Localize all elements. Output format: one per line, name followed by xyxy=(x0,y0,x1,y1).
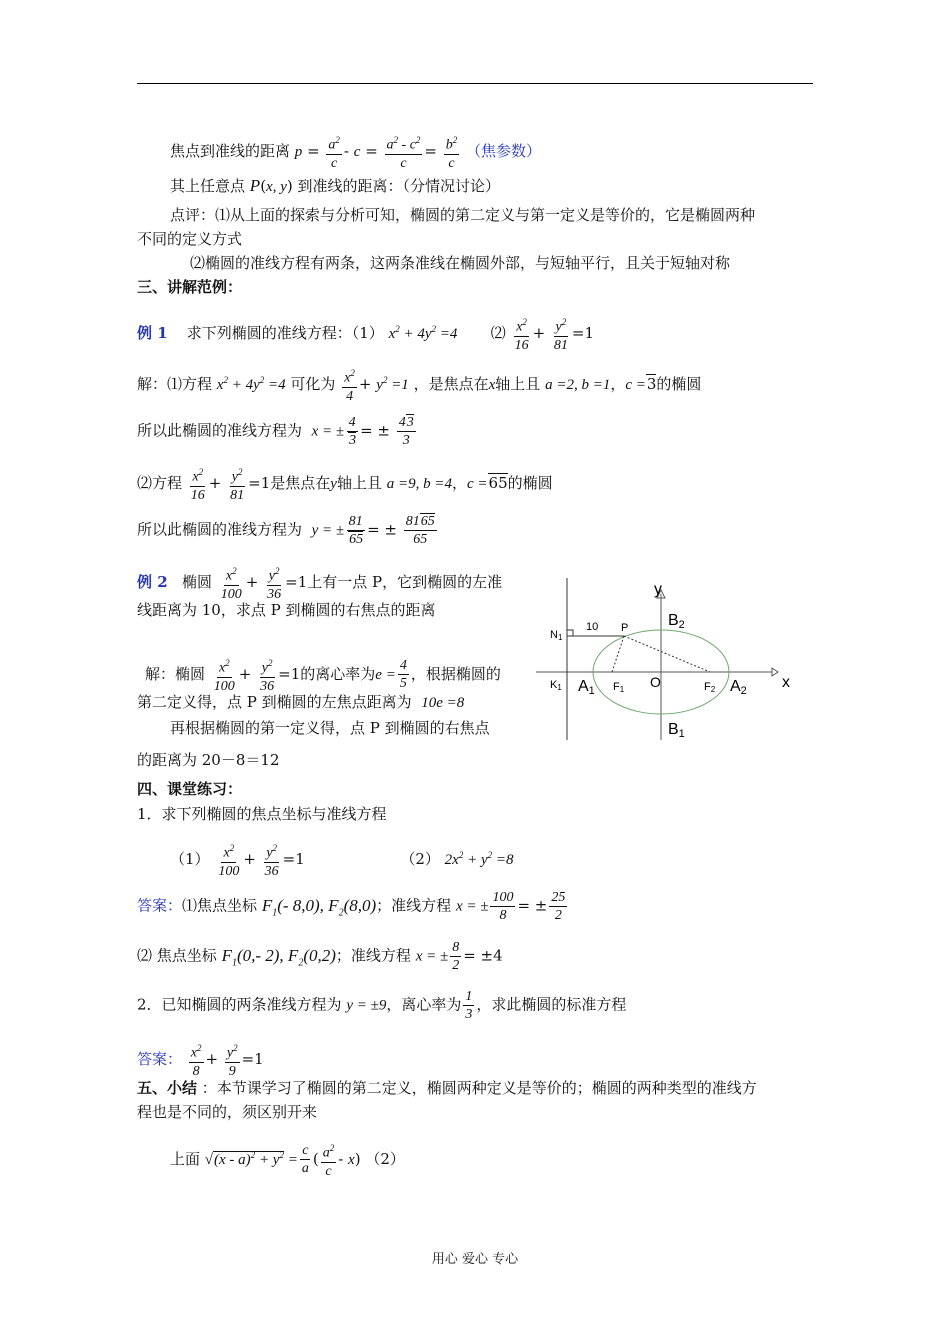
text: 椭圆 xyxy=(181,572,212,591)
text: 焦点到准线的距离 xyxy=(170,141,291,160)
text: 所以此椭圆的准线方程为 xyxy=(137,421,303,440)
example-2-cont: 线距离为 10，求点 P 到椭圆的右焦点的距离 xyxy=(137,601,436,619)
text: ，是焦点在 xyxy=(413,374,489,393)
example-2: 例 2 椭圆 $\frac{x^2}{100}$ + $\frac{y^2}{36}$ =1上有一点 P，它到椭圆的左准 xyxy=(137,563,502,603)
y-label: y xyxy=(654,581,662,598)
text: 2．已知椭圆的两条准线方程为 xyxy=(137,995,342,1014)
b2-label: B2 xyxy=(668,612,685,631)
solution-ex2: 解：椭圆 $\frac{x^2}{100}$ + $\frac{y^2}{36}$ =1的离心率为e = $\frac{4}{5}$ ，根据椭圆的 xyxy=(145,655,501,695)
summary xyxy=(137,1078,757,1098)
a1-label: A1 xyxy=(578,678,595,697)
text: （1） xyxy=(170,849,210,868)
text: 上面 xyxy=(170,1149,201,1168)
practice-2: 2．已知椭圆的两条准线方程为 y = ±9，离心率为 $\frac{1}{3}$ ，求此椭圆的标准方程 xyxy=(137,989,627,1022)
text: ⑴焦点坐标 xyxy=(182,896,258,915)
text: 的椭圆 xyxy=(656,374,702,393)
section-3-heading: 三、讲解范例： xyxy=(137,278,243,296)
text: ，求此椭圆的标准方程 xyxy=(476,995,627,1014)
solution-ex2-2: 第二定义得，点 P 到椭圆的左焦点距离为 10e =8 xyxy=(137,693,465,711)
text: 可化为 xyxy=(290,374,336,393)
a2-label: A2 xyxy=(730,678,747,697)
text: ；准线方程 xyxy=(376,896,452,915)
answer-label: 答案： xyxy=(137,1049,183,1068)
example-2-label: 例 2 xyxy=(137,572,168,591)
distance-10-label: 10 xyxy=(586,621,599,633)
p-label: P xyxy=(621,622,629,634)
focal-param-line: 焦点到准线的距离 p = $\frac{a^2}{c}$ - c = $\frac{a^2 - c^2}{c}$ = $\frac{b^2}{c}$ （焦参数） xyxy=(170,132,541,172)
pf2-line xyxy=(624,636,710,672)
text: 上有一点 P，它到椭圆的左准 xyxy=(307,572,503,591)
comment-line-2: 不同的定义方式 xyxy=(137,230,243,248)
text: ⑵方程 xyxy=(137,473,183,492)
k1-label: K1 xyxy=(550,679,562,692)
x-label: x xyxy=(782,674,790,691)
comment-line-3: ⑵椭圆的准线方程有两条，这两条准线在椭圆外部，与短轴平行，且关于短轴对称 xyxy=(190,254,731,272)
text: 所以此椭圆的准线方程为 xyxy=(137,520,303,539)
summary-2: 程也是不同的，须区别开来 xyxy=(137,1103,318,1121)
f1-label: F1 xyxy=(613,681,625,694)
text: ；准线方程 xyxy=(335,946,411,965)
text: 解：⑴方程 xyxy=(137,374,213,393)
n1-label: N1 xyxy=(550,629,563,642)
section-5-heading: 五、小结 xyxy=(137,1079,198,1097)
practice-1: 1．求下列椭圆的焦点坐标与准线方程 xyxy=(137,805,387,823)
text: （2） xyxy=(365,1149,405,1168)
text: 轴上且 xyxy=(336,473,382,492)
text: 到准线的距离：（分情况讨论） xyxy=(297,177,501,195)
answer-2: ⑵ 焦点坐标 $F_1(0,-$ 2), $F_2(0,2)$；准线方程 x = ± $\frac{8}{2}$ = ±4 xyxy=(137,940,503,973)
practice-1-items: （1） $\frac{x^2}{100}$ + $\frac{y^2}{36}$ =1 （2） $2x^2 + y^2 =8$ xyxy=(170,840,514,880)
example-1: 例 1 求下列椭圆的准线方程：（1） $x^2 + 4y^2 =4$ ⑵ $\frac{x^2}{16}$ + $\frac{y^2}{81}$ =1 xyxy=(137,314,594,354)
text: 解：椭圆 xyxy=(145,664,206,683)
text: 第二定义得，点 P 到椭圆的左焦点距离为 xyxy=(137,693,412,711)
example-1-label: 例 1 xyxy=(137,323,168,342)
directrix-2: 所以此椭圆的准线方程为 y = ± $\frac{81}{65}$ = ± $\frac{8165}{65}$ xyxy=(137,514,435,547)
section-4-heading: 四、课堂练习： xyxy=(137,780,243,798)
text: 是焦点在 xyxy=(270,473,331,492)
solution-1: 解：⑴方程 $x^2 + 4y^2 =4$ 可化为 $\frac{x^2}{4}$ + $y^2 =1$ ，是焦点在x轴上且 a =2, b =1，c =3的椭圆 xyxy=(137,365,701,405)
text: 的椭圆 xyxy=(507,473,553,492)
ellipse-figure xyxy=(536,570,812,742)
text: ，根据椭圆的 xyxy=(410,664,501,683)
directrix-1: 所以此椭圆的准线方程为 x = ± $\frac{4}{3}$ = ± $\frac{43}{3}$ xyxy=(137,415,414,448)
solution-ex2-3: 再根据椭圆的第一定义得，点 P 到椭圆的右焦点 xyxy=(170,719,490,737)
answer-1: 答案：⑴焦点坐标 $F_1(-$ 8,0), $F_2(8,0)$；准线方程 x = ± $\frac{100}{8}$ = ± $\frac{25}{2}$ xyxy=(137,890,566,923)
answer-label: 答案： xyxy=(137,896,183,915)
origin-label: O xyxy=(650,674,661,690)
focal-param-tag: （焦参数） xyxy=(466,141,542,160)
text: 的离心率为 xyxy=(300,664,376,683)
text: 轴上且 xyxy=(495,374,541,393)
comment-line: 点评：⑴从上面的探索与分析可知，椭圆的第二定义与第一定义是等价的，它是椭圆两种 xyxy=(170,206,756,224)
solution-2: ⑵方程 $\frac{x^2}{16}$ + $\frac{y^2}{81}$ =1是焦点在y轴上且 a =9, b =4，c =65的椭圆 xyxy=(137,464,553,504)
page-footer: 用心 爱心 专心 xyxy=(431,1252,519,1267)
text: ：本节课学习了椭圆的第二定义，椭圆两种定义是等价的；椭圆的两种类型的准线方 xyxy=(201,1079,757,1097)
text: （2） xyxy=(400,849,440,868)
f2-label: F2 xyxy=(704,681,716,694)
text: ，离心率为 xyxy=(386,995,462,1014)
header-rule xyxy=(137,83,813,84)
b1-label: B1 xyxy=(668,721,685,740)
text: ⑵ 焦点坐标 xyxy=(137,946,217,965)
text: 求下列椭圆的准线方程：（1） xyxy=(186,323,384,342)
text: 其上任意点 xyxy=(170,177,246,195)
last-formula: 上面 $√(x - a)^2 + y^2$ = $\frac{c}{a}$ ( $\frac{a^2}{c}$ - x) （2） xyxy=(170,1140,405,1180)
point-distance-line: 其上任意点 P(x, y) 到准线的距离：（分情况讨论） xyxy=(170,176,501,195)
solution-ex2-4: 的距离为 20－8＝12 xyxy=(137,751,280,769)
answer-3: 答案： $\frac{x^2}{8}$ + $\frac{y^2}{9}$ =1 xyxy=(137,1040,264,1080)
